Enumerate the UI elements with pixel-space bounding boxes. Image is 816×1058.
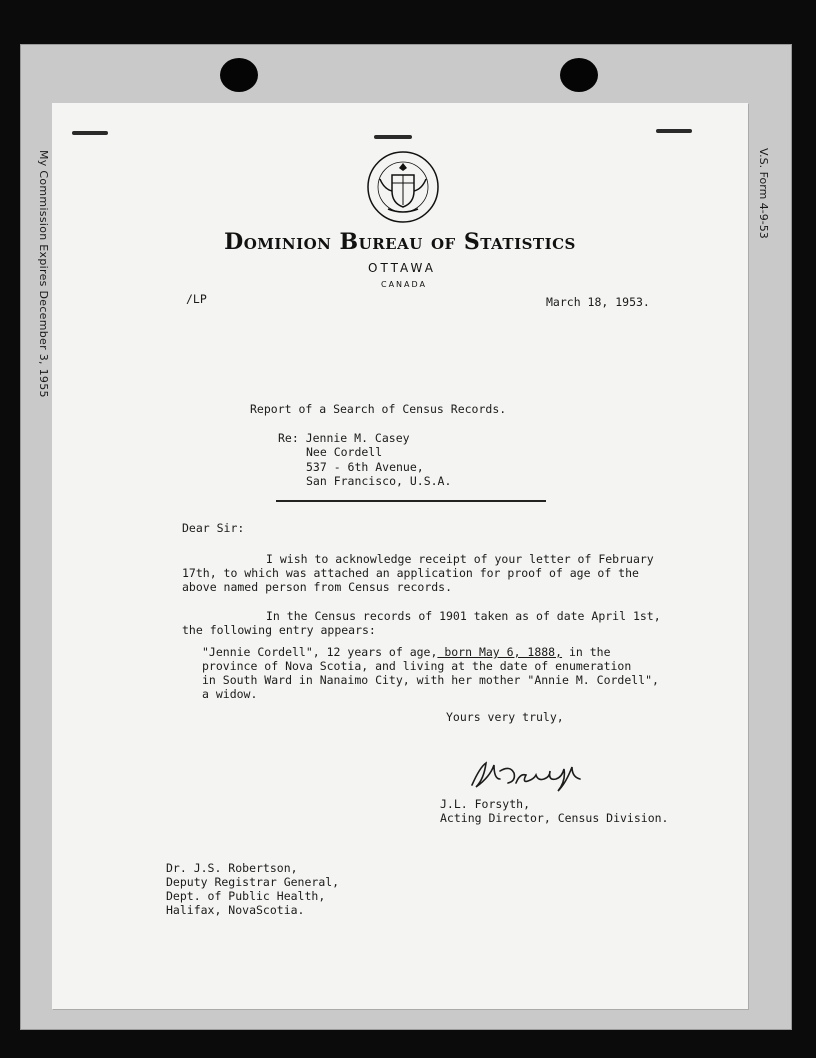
re-line-3: 537 - 6th Avenue, [306, 460, 424, 474]
letter-page [52, 103, 748, 1009]
staple-center [374, 135, 412, 139]
closing: Yours very truly, [446, 710, 564, 724]
punch-hole-right [560, 58, 598, 92]
entry-line3: in South Ward in Nanaimo City, with her mother "Annie M. Cordell", [202, 673, 659, 687]
recipient-line2: Deputy Registrar General, [166, 875, 340, 889]
salutation: Dear Sir: [182, 521, 245, 535]
city-name: OTTAWA [368, 261, 436, 275]
recipient-line1: Dr. J.S. Robertson, [166, 861, 298, 875]
re-line-1: Re: Jennie M. Casey [278, 431, 410, 445]
paragraph2-line1: In the Census records of 1901 taken as of date April 1st, [266, 609, 661, 623]
staple-right [656, 129, 692, 133]
commission-expiry-note: My Commission Expires December 3, 1955 [37, 150, 50, 398]
entry-birthdate: born May 6, 1888, [437, 645, 563, 659]
re-line-4: San Francisco, U.S.A. [306, 474, 452, 488]
form-number: V.S. Form 4-9-53 [757, 148, 770, 239]
recipient-line4: Halifax, NovaScotia. [166, 903, 305, 917]
paragraph1-line1: I wish to acknowledge receipt of your letter of February [266, 552, 654, 566]
re-line-2: Nee Cordell [306, 445, 383, 459]
recipient-line3: Dept. of Public Health, [166, 889, 326, 903]
entry-line1 [202, 645, 611, 659]
punch-hole-left [220, 58, 258, 92]
paragraph1-line2: 17th, to which was attached an application for proof of age of the [182, 566, 639, 580]
paragraph1-line3: above named person from Census records. [182, 580, 453, 594]
reference-code: /LP [186, 292, 207, 306]
subject-line: Report of a Search of Census Records. [250, 402, 507, 416]
entry-line4: a widow. [202, 687, 258, 701]
bureau-name: Dominion Bureau of Statistics [224, 229, 576, 255]
country-name: CANADA [380, 280, 427, 289]
signer-name: J.L. Forsyth, [440, 797, 531, 811]
paragraph2-line2: the following entry appears: [182, 623, 376, 637]
divider-line [276, 500, 546, 502]
letter-date: March 18, 1953. [546, 295, 650, 309]
staple-left [72, 131, 108, 135]
entry-line1-start: "Jennie Cordell", 12 years of age, [202, 645, 438, 659]
entry-line1-end: in the [562, 645, 611, 659]
handwritten-signature [466, 751, 596, 797]
coat-of-arms-seal [366, 149, 440, 225]
entry-line2: province of Nova Scotia, and living at the date of enumeration [202, 659, 632, 673]
signer-title: Acting Director, Census Division. [440, 811, 669, 825]
